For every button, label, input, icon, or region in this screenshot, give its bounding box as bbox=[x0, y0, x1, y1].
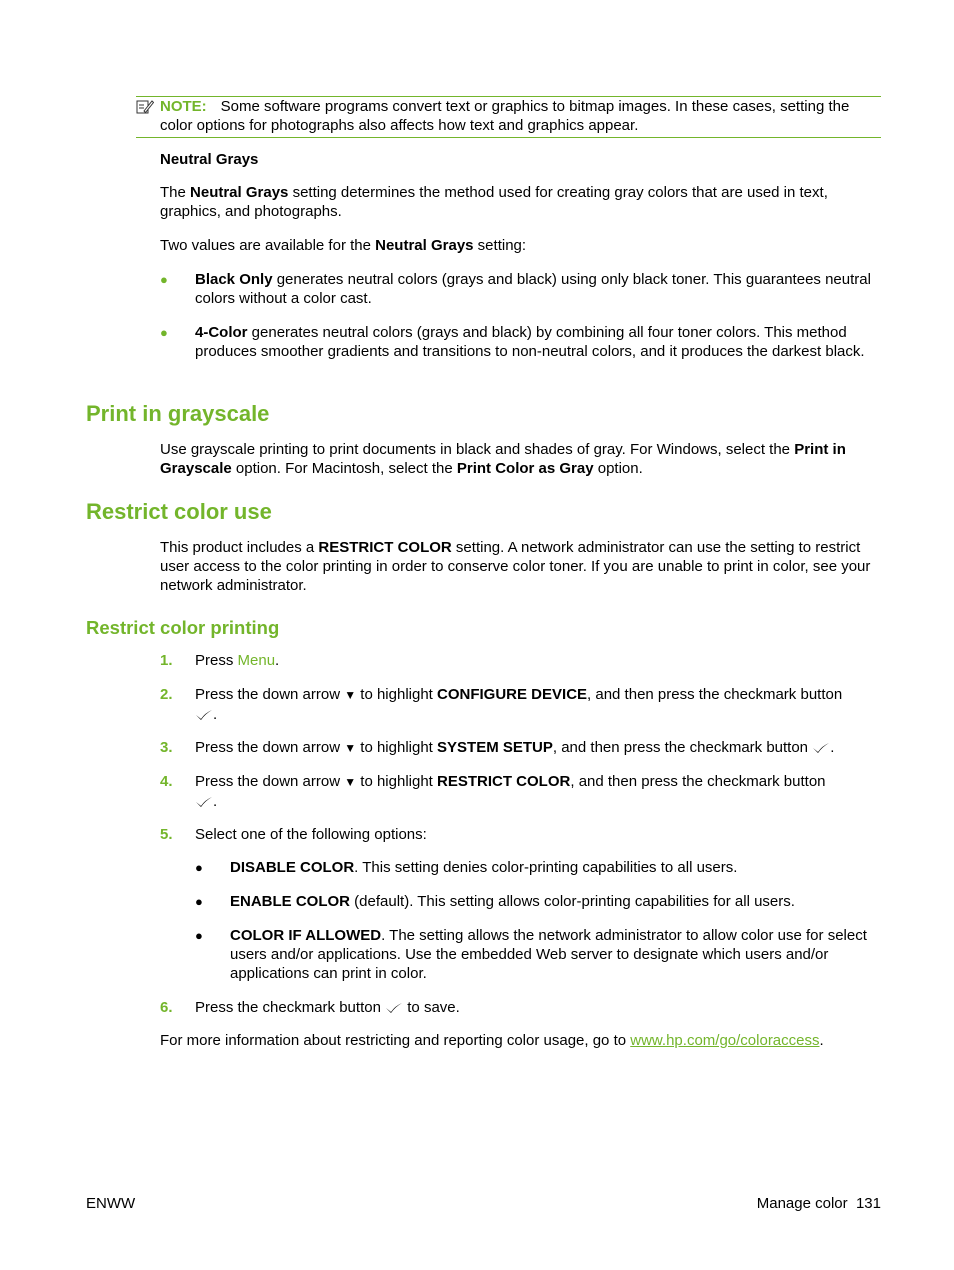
coloraccess-link[interactable]: www.hp.com/go/coloraccess bbox=[630, 1032, 820, 1049]
page-number: 131 bbox=[855, 1195, 881, 1212]
text-run: to save. bbox=[403, 999, 460, 1016]
text-run: . This setting denies color-printing capabilities to all users. bbox=[354, 859, 738, 876]
bold-run: DISABLE COLOR bbox=[230, 859, 355, 876]
text-run: option. bbox=[593, 460, 643, 477]
bullet-icon: ● bbox=[195, 928, 203, 943]
checkmark-icon bbox=[195, 709, 213, 721]
menu-button-label: Menu bbox=[237, 652, 276, 669]
text-run: option. For Macintosh, select the bbox=[231, 460, 457, 477]
text-run: . bbox=[830, 739, 835, 756]
list-item bbox=[160, 270, 882, 308]
neutral-grays-heading: Neutral Grays bbox=[160, 151, 259, 168]
text-run: Press bbox=[195, 652, 238, 669]
bold-run: 4-Color bbox=[195, 324, 248, 341]
text-run: This product includes a bbox=[160, 539, 319, 556]
bullet-icon: ● bbox=[160, 272, 168, 287]
text-run: Two values are available for the bbox=[160, 237, 376, 254]
text-run: . bbox=[819, 1032, 824, 1049]
step-number: 4. bbox=[160, 773, 173, 790]
neutral-grays-values-intro bbox=[160, 236, 882, 255]
note-pencil-icon bbox=[136, 99, 154, 115]
text-run: (default). This setting allows color-printing capabilities for all users. bbox=[350, 893, 795, 910]
step-item bbox=[160, 738, 882, 758]
bold-run: Print in Grayscale bbox=[160, 441, 846, 477]
section-heading-grayscale: Print in grayscale bbox=[86, 401, 270, 426]
text-run: Press the checkmark button bbox=[195, 999, 386, 1016]
text-run: , and then press the checkmark button bbox=[587, 686, 843, 703]
step-item bbox=[160, 998, 882, 1017]
down-arrow-icon: ▼ bbox=[344, 775, 357, 789]
grayscale-paragraph bbox=[160, 440, 882, 478]
text-run: For more information about restricting and reporting color usage, go to bbox=[160, 1032, 631, 1049]
text-run: . bbox=[213, 706, 218, 723]
checkmark-icon bbox=[195, 796, 213, 808]
step-item bbox=[160, 772, 882, 811]
bold-run: Print Color as Gray bbox=[456, 460, 594, 477]
option-item bbox=[195, 892, 882, 911]
bold-run: RESTRICT COLOR bbox=[437, 773, 571, 790]
text-run: generates neutral colors (grays and black) by combining all four toner colors. This method produces smoother gradients and transitions to non-neutral colors, and it produces the darkest black. bbox=[195, 324, 865, 360]
step-item bbox=[160, 825, 882, 844]
text-run: Use grayscale printing to print documents in black and shades of gray. For Windows, select the bbox=[160, 441, 795, 458]
bold-run: ENABLE COLOR bbox=[230, 893, 350, 910]
step-number: 1. bbox=[160, 652, 173, 669]
bold-run: Neutral Grays bbox=[190, 184, 289, 201]
footer-left: ENWW bbox=[86, 1195, 136, 1212]
down-arrow-icon: ▼ bbox=[344, 741, 357, 755]
note-box bbox=[136, 96, 881, 138]
restrict-paragraph bbox=[160, 538, 882, 595]
text-run: to highlight bbox=[356, 739, 438, 756]
step-item bbox=[160, 685, 882, 724]
note-label: NOTE: bbox=[160, 98, 207, 115]
text-run: , and then press the checkmark button bbox=[570, 773, 826, 790]
text-run: Press the down arrow bbox=[195, 773, 345, 790]
bold-run: Black Only bbox=[195, 271, 273, 288]
bold-run: RESTRICT COLOR bbox=[318, 539, 452, 556]
step-number: 3. bbox=[160, 739, 173, 756]
checkmark-icon bbox=[812, 742, 830, 754]
text-run: Select one of the following options: bbox=[195, 826, 427, 843]
step-number: 5. bbox=[160, 826, 173, 843]
text-run: Press the down arrow bbox=[195, 686, 345, 703]
text-run: to highlight bbox=[356, 773, 438, 790]
checkmark-icon bbox=[385, 1002, 403, 1014]
text-run: , and then press the checkmark button bbox=[552, 739, 813, 756]
note-body: Some software programs convert text or graphics to bitmap images. In these cases, setting the color options for photographs also affects how text and graphics appear. bbox=[160, 98, 850, 134]
text-run: . The setting allows the network administrator to allow color use for select users and/or applications. Use the embedded Web server to designate which users and/or applications can print in color. bbox=[230, 927, 867, 982]
text-run: The bbox=[160, 184, 191, 201]
bold-run: SYSTEM SETUP bbox=[437, 739, 553, 756]
down-arrow-icon: ▼ bbox=[344, 688, 357, 702]
text-run: to highlight bbox=[356, 686, 438, 703]
bullet-icon: ● bbox=[195, 860, 203, 875]
section-heading-restrict: Restrict color use bbox=[86, 499, 272, 524]
text-run: . bbox=[275, 652, 280, 669]
note-text bbox=[160, 97, 881, 135]
bold-run: CONFIGURE DEVICE bbox=[437, 686, 588, 703]
text-run: . bbox=[213, 793, 218, 810]
neutral-grays-paragraph bbox=[160, 183, 882, 221]
text-run: Press the down arrow bbox=[195, 739, 345, 756]
text-run: setting determines the method used for creating gray colors that are used in text, graphics, and photographs. bbox=[160, 184, 828, 220]
footer-chapter: Manage color bbox=[756, 1195, 848, 1212]
footer-right bbox=[757, 1194, 881, 1213]
bullet-icon: ● bbox=[195, 894, 203, 909]
list-item bbox=[160, 323, 882, 361]
subsection-heading-printing: Restrict color printing bbox=[86, 617, 280, 638]
step-item bbox=[160, 651, 882, 670]
option-item bbox=[195, 858, 882, 877]
bold-run: Neutral Grays bbox=[375, 237, 474, 254]
option-item bbox=[195, 926, 882, 983]
text-run: generates neutral colors (grays and black) using only black toner. This guarantees neutral colors without a color cast. bbox=[195, 271, 871, 307]
text-run: setting: bbox=[473, 237, 527, 254]
step-number: 6. bbox=[160, 999, 173, 1016]
bullet-icon: ● bbox=[160, 325, 168, 340]
step-number: 2. bbox=[160, 686, 173, 703]
bold-run: COLOR IF ALLOWED bbox=[230, 927, 382, 944]
more-info-paragraph bbox=[160, 1031, 882, 1050]
text-run: setting. A network administrator can use the setting to restrict user access to the color printing in order to conserve color toner. If you are unable to print in color, see your network administrator. bbox=[160, 539, 871, 594]
